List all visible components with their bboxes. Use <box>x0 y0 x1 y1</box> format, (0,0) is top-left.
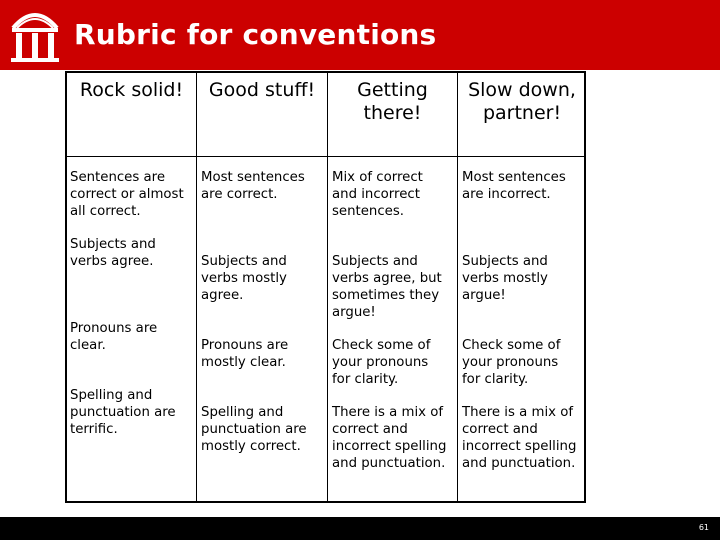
header-rock-solid: Rock solid! <box>79 79 184 101</box>
cell-spelling-good-stuff: Spelling and punctuation are mostly correct. <box>201 405 307 454</box>
column-divider <box>457 73 458 501</box>
cell-sentences-getting-there: Mix of correct and incorrect sentences. <box>332 170 423 219</box>
header-divider <box>67 156 584 157</box>
slide-header <box>0 0 720 70</box>
column-divider <box>196 73 197 501</box>
page-number: 61 <box>698 523 709 532</box>
cell-sentences-good-stuff: Most sentences are correct. <box>201 170 305 202</box>
cell-agreement-rock-solid: Subjects and verbs agree. <box>70 237 156 269</box>
rubric-table <box>65 71 586 503</box>
cell-pronouns-good-stuff: Pronouns are mostly clear. <box>201 338 289 370</box>
header-good-stuff: Good stuff! <box>208 79 316 101</box>
cell-pronouns-slow-down: Check some of your pronouns for clarity. <box>462 338 561 387</box>
column-divider <box>327 73 328 501</box>
cell-agreement-good-stuff: Subjects and verbs mostly agree. <box>201 254 287 303</box>
cell-spelling-getting-there: There is a mix of correct and incorrect spelling and punctuation. <box>332 405 447 471</box>
cell-pronouns-getting-there: Check some of your pronouns for clarity. <box>332 338 431 387</box>
slide-footer <box>0 517 720 540</box>
header-slow-down: Slow down, partner! <box>468 79 576 124</box>
cell-agreement-getting-there: Subjects and verbs agree, but sometimes they argue! <box>332 254 442 320</box>
slide-title: Rubric for conventions <box>74 18 437 51</box>
cell-spelling-slow-down: There is a mix of correct and incorrect spelling and punctuation. <box>462 405 577 471</box>
cell-agreement-slow-down: Subjects and verbs mostly argue! <box>462 254 548 303</box>
header-getting-there: Getting there! <box>357 79 428 124</box>
cell-spelling-rock-solid: Spelling and punctuation are terrific. <box>70 388 176 437</box>
cell-sentences-slow-down: Most sentences are incorrect. <box>462 170 566 202</box>
cell-pronouns-rock-solid: Pronouns are clear. <box>70 321 158 353</box>
cell-sentences-rock-solid: Sentences are correct or almost all correct. <box>70 170 184 219</box>
arch-pillars-icon <box>9 6 61 64</box>
